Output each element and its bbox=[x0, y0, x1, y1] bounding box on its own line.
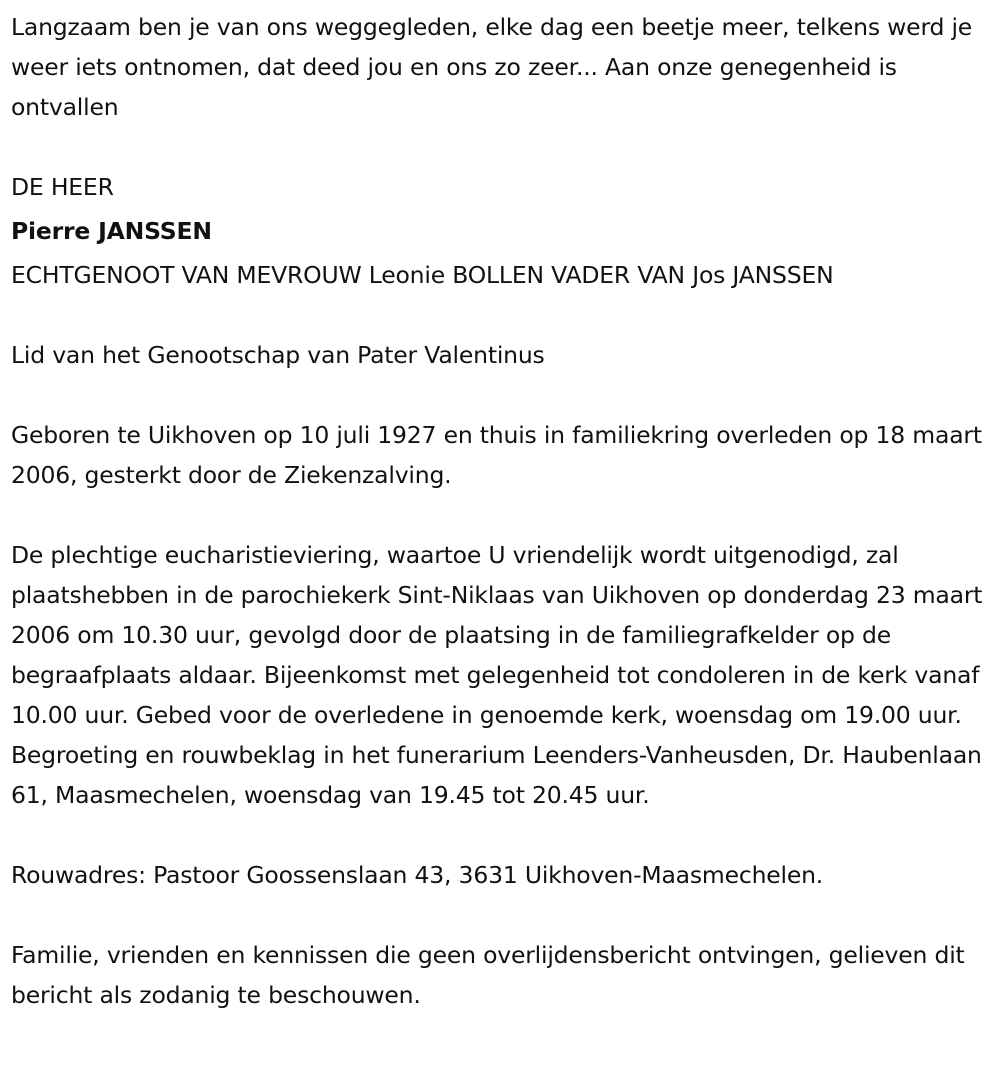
honorific: DE HEER bbox=[11, 173, 114, 201]
ceremony-paragraph: De plechtige eucharistieviering, waartoe U vriendelijk wordt uitgenodigd, zal plaatshebben in de parochiekerk Sint-Niklaas van Uikhoven op donderdag 23 maart 2006 om 10.30 uur, gevolgd door de plaatsing in de familiegrafkelder op de begraafplaats aldaar. Bijeenkomst met gelegenheid tot condoleren in de kerk vanaf 10.00 uur. Gebed voor de overledene in genoemde kerk, woensdag om 19.00 uur. Begroeting en rouwbeklag in het funerarium Leenders-Vanheusden, Dr. Haubenlaan 61, Maasmechelen, woensdag van 19.45 tot 20.45 uur. bbox=[11, 541, 983, 809]
birth-death-paragraph: Geboren te Uikhoven op 10 juli 1927 en thuis in familiekring overleden op 18 maart 2006, gesterkt door de Ziekenzalving. bbox=[11, 421, 982, 489]
deceased-name: Pierre JANSSEN bbox=[11, 217, 212, 245]
family-relations: ECHTGENOOT VAN MEVROUW Leonie BOLLEN VADER VAN Jos JANSSEN bbox=[11, 261, 834, 289]
mourning-address: Rouwadres: Pastoor Goossenslaan 43, 3631 Uikhoven-Maasmechelen. bbox=[11, 861, 824, 889]
closing-paragraph: Familie, vrienden en kennissen die geen overlijdensbericht ontvingen, gelieven dit bericht als zodanig te beschouwen. bbox=[11, 941, 965, 1009]
membership-line: Lid van het Genootschap van Pater Valentinus bbox=[11, 341, 545, 369]
death-notice bbox=[11, 7, 996, 1015]
intro-paragraph: Langzaam ben je van ons weggegleden, elke dag een beetje meer, telkens werd je weer iets ontnomen, dat deed jou en ons zo zeer... Aan onze genegenheid is ontvallen bbox=[11, 13, 973, 121]
